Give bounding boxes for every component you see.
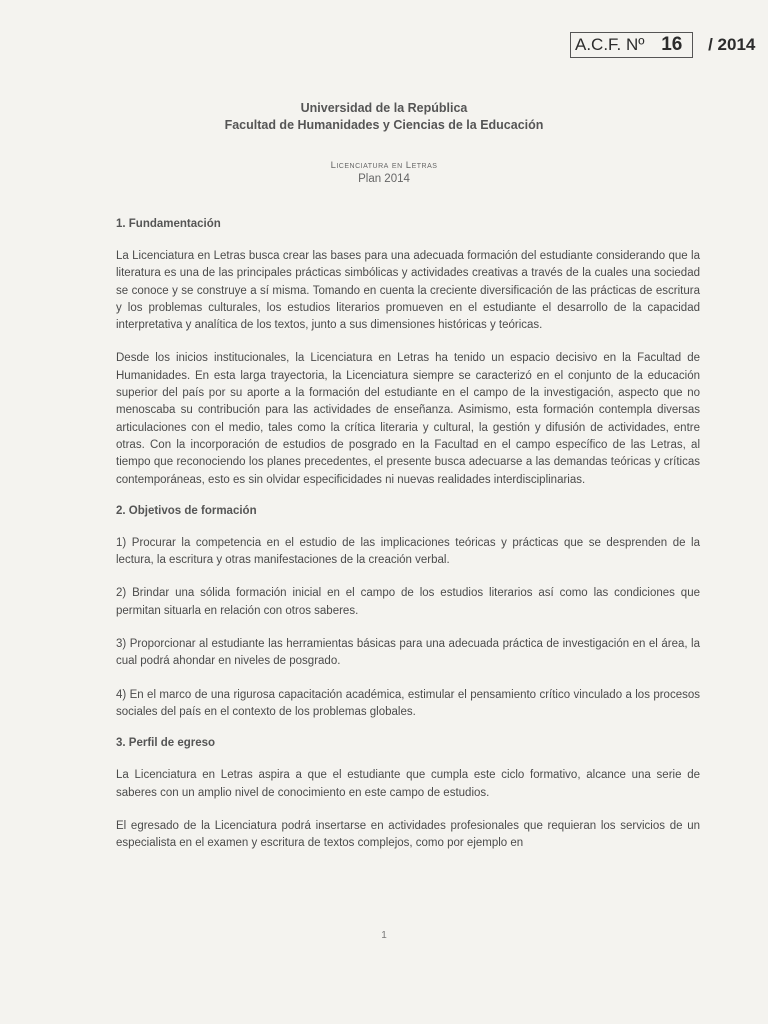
paragraph: La Licenciatura en Letras aspira a que el estudiante que cumpla este ciclo formativo, alcance una serie de saberes con un amplio nivel de conocimiento en este campo de estudios.: [116, 769, 700, 799]
paragraph: La Licenciatura en Letras busca crear las bases para una adecuada formación del estudiante considerando que la literatura es una de las principales prácticas simbólicas y actividades creativas a través de la cuales una sociedad se conoce y se construye a sí misma. Tomando en cuenta la creciente diversificación de las prácticas de escritura y los problemas culturales, los estudios literarios promueven en el estudiante el desarrollo de la capacidad interpretativa y analítica de los textos, junto a sus dimensiones históricas y teóricas.: [116, 250, 700, 332]
section-heading-fundamentacion: 1. Fundamentación: [116, 218, 221, 230]
registration-stamp: [570, 32, 755, 58]
objective-item: 3) Proporcionar al estudiante las herramientas básicas para una adecuada práctica de investigación en el área, la cual podrá ahondar en niveles de posgrado.: [116, 638, 700, 668]
faculty-name: Facultad de Humanidades y Ciencias de la Educación: [224, 118, 544, 132]
page-number: 1: [381, 930, 387, 941]
stamp-box: [570, 32, 693, 58]
document-body: [116, 218, 700, 868]
stamp-label: A.C.F. Nº: [575, 35, 645, 54]
paragraph: Desde los inicios institucionales, la Licenciatura en Letras ha tenido un espacio decisivo en la Facultad de Humanidades. En esta larga trayectoria, la Licenciatura siempre se caracterizó en el conjunto de la educación superior del país por su aporte a la formación del estudiante en el campo de la investigación, aspecto que no menoscaba su contribución para las actividades de enseñanza. Asimismo, esta formación contempla diversas articulaciones con el medio, tales como la crítica literaria y cultural, la gestión y difusión de actividades, entre otras. Con la incorporación de estudios de posgrado en la Facultad en el campo específico de las Letras, al tiempo que reconociendo los planes precedentes, el presente busca adecuarse a las demandas teóricas y críticas contemporáneas, esto es sin olvidar especificidades ni nuevas realidades interdisciplinarias.: [116, 352, 700, 486]
university-name: Universidad de la República: [300, 101, 468, 115]
stamp-year: / 2014: [708, 35, 756, 54]
paragraph: El egresado de la Licenciatura podrá insertarse en actividades profesionales que requieran los servicios de un especialista en el examen y escritura de textos complejos, como por ejemplo en: [116, 819, 700, 850]
section-heading-perfil: 3. Perfil de egreso: [116, 737, 216, 750]
plan-year: Plan 2014: [358, 173, 410, 185]
section-heading-objetivos: 2. Objetivos de formación: [116, 504, 257, 517]
objective-item: 4) En el marco de una rigurosa capacitación académica, estimular el pensamiento crítico vinculado a los procesos sociales del país en el contexto de los problemas globales.: [116, 688, 700, 718]
objective-item: 1) Procurar la competencia en el estudio de las implicaciones teóricas y prácticas que se desprenden de la lectura, la escritura y otras manifestaciones de la creación verbal.: [116, 536, 700, 567]
stamp-number: 16: [661, 34, 683, 55]
degree-name: Licenciatura en Letras: [330, 160, 438, 171]
objective-item: 2) Brindar una sólida formación inicial en el campo de los estudios literarios así como las condiciones que permitan situarla en relación con otros saberes.: [116, 587, 700, 617]
document-header: [0, 100, 768, 185]
